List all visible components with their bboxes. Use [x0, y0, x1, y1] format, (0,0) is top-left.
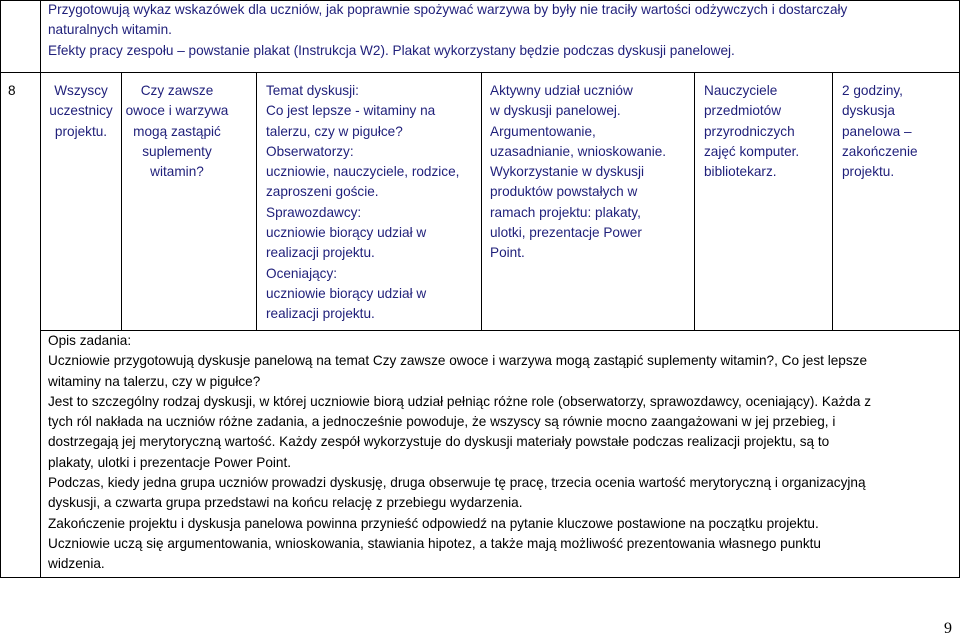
- topic-line: mogą zastąpić: [133, 123, 221, 139]
- roles-line: Oceniający:: [266, 265, 338, 281]
- description-line: dostrzegają jej merytoryczną wartość. Każdy zespół wykorzystuje do dyskusji materiały powstałe podczas realizacji projektu, są to: [48, 434, 830, 450]
- activities-line: Point.: [490, 245, 525, 261]
- time-cell: [842, 81, 956, 182]
- activities-line: ramach projektu: plakaty,: [490, 204, 641, 220]
- topic-line: suplementy: [142, 143, 212, 159]
- description-line: plakaty, ulotki i prezentacje Power Point.: [48, 454, 292, 470]
- roles-line: talerzu, czy w pigułce?: [266, 123, 403, 139]
- description-line: Jest to szczególny rodzaj dyskusji, w której uczniowie biorą udział pełniąc różne role (obserwatorzy, sprawozdawcy, oceniający). Każda z: [48, 393, 872, 409]
- top-row-line: naturalnych witamin.: [48, 22, 172, 38]
- teachers-line: Nauczyciele: [704, 83, 778, 98]
- activities-line: w dyskusji panelowej.: [490, 103, 621, 119]
- participants-cell: [41, 81, 121, 142]
- top-row-line: Przygotowują wykaz wskazówek dla uczniów, jak poprawnie spożywać warzywa by były nie traciły wartości odżywczych i dostarczały: [48, 2, 848, 17]
- teachers-line: zajęć komputer.: [704, 143, 800, 159]
- description-heading: Opis zadania:: [48, 333, 132, 348]
- top-row-line: Efekty pracy zespołu – powstanie plakat (Instrukcja W2). Plakat wykorzystany będzie podczas dyskusji panelowej.: [48, 42, 735, 58]
- time-line: zakończenie: [842, 143, 918, 159]
- activities-line: Wykorzystanie w dyskusji: [490, 164, 644, 180]
- roles-line: realizacji projektu.: [266, 306, 375, 322]
- col-divider-topic: [256, 72, 257, 330]
- description-line: witaminy na talerzu, czy w pigułce?: [48, 373, 261, 389]
- time-line: panelowa –: [842, 123, 912, 139]
- col-divider-teachers: [832, 72, 833, 330]
- top-row-text: [48, 0, 953, 61]
- teachers-cell: [704, 81, 830, 182]
- roles-cell: [266, 81, 478, 325]
- topic-line: owoce i warzywa: [125, 103, 229, 119]
- activities-line: produktów powstałych w: [490, 184, 638, 200]
- roles-line: Sprawozdawcy:: [266, 204, 362, 220]
- activities-line: uzasadnianie, wnioskowanie.: [490, 143, 667, 159]
- activities-line: Argumentowanie,: [490, 123, 596, 139]
- page-number: 9: [944, 620, 952, 637]
- row-divider-top: [0, 72, 960, 73]
- description-line: widzenia.: [48, 556, 105, 572]
- participants-line: projektu.: [54, 123, 108, 139]
- description-line: Uczniowie uczą się argumentowania, wnioskowania, stawiania hipotez, a także mają możliwość prezentowania własnego punktu: [48, 535, 821, 551]
- participants-line: uczestnicy: [49, 103, 113, 119]
- activities-line: Aktywny udział uczniów: [490, 83, 633, 98]
- description-line: Podczas, kiedy jedna grupa uczniów prowadzi dyskusję, druga obserwuje tę pracę, trzecia ocenia wartość merytoryczną i organizacyjną: [48, 475, 866, 491]
- description-line: dyskusji, a czwarta grupa przedstawi na końcu relację z przebiegu wydarzenia.: [48, 495, 523, 511]
- roles-line: Temat dyskusji:: [266, 83, 359, 98]
- task-description: [48, 331, 953, 575]
- topic-cell: [122, 81, 232, 182]
- roles-line: Co jest lepsze - witaminy na: [266, 103, 436, 119]
- activities-line: ulotki, prezentacje Power: [490, 225, 642, 241]
- table-left-border: [0, 0, 1, 578]
- teachers-line: przyrodniczych: [704, 123, 795, 139]
- topic-line: witamin?: [150, 164, 204, 180]
- roles-line: zaproszeni goście.: [266, 184, 379, 200]
- participants-line: Wszyscy: [54, 83, 108, 98]
- description-line: Zakończenie projektu i dyskusja panelowa powinna przynieść odpowiedź na pytanie kluczowe postawione na początku projektu.: [48, 515, 819, 531]
- roles-line: uczniowie biorący udział w: [266, 285, 427, 301]
- description-line: tych ról nakłada na uczniów różne zadania, a jednocześnie powoduje, że wszyscy są równie mocno zaangażowani w jej przebieg, i: [48, 414, 836, 430]
- roles-line: realizacji projektu.: [266, 245, 375, 261]
- roles-line: uczniowie biorący udział w: [266, 225, 427, 241]
- row-number: 8: [8, 83, 16, 98]
- teachers-line: bibliotekarz.: [704, 164, 777, 180]
- roles-line: Obserwatorzy:: [266, 143, 354, 159]
- time-line: dyskusja: [842, 103, 895, 119]
- roles-line: uczniowie, nauczyciele, rodzice,: [266, 164, 460, 180]
- description-line: Uczniowie przygotowują dyskusje panelową na temat Czy zawsze owoce i warzywa mogą zastąpić suplementy witamin?, Co jest lepsze: [48, 353, 868, 369]
- activities-cell: [490, 81, 692, 264]
- col-divider-activities: [694, 72, 695, 330]
- table-bottom-border: [0, 577, 960, 578]
- topic-line: Czy zawsze: [140, 83, 214, 98]
- time-line: projektu.: [842, 164, 895, 180]
- time-line: 2 godziny,: [842, 83, 903, 98]
- teachers-line: przedmiotów: [704, 103, 782, 119]
- col-divider-roles: [481, 72, 482, 330]
